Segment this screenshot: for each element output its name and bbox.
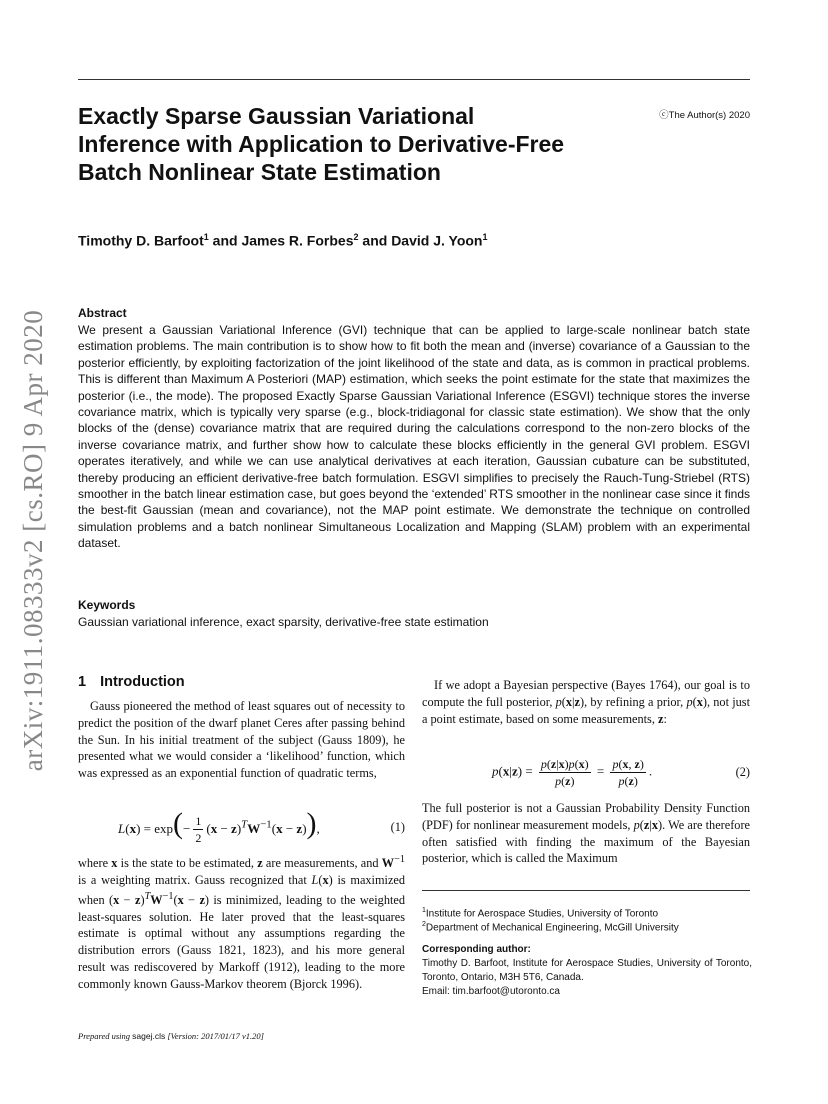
author-name: David J. Yoon — [391, 232, 483, 249]
intro-paragraph-2: where x is the state to be estimated, z are measurements, and $W^{-1}$ is a weighting matrix. Gauss recognized that L(x) is maximized when $(x - z)^TW^{-1}(x - z)$ is minimized, leading to the weighted least-squares solution. He later proved that the least-squares estimate is optimal without any assumptions regarding the distribution errors (Gauss 1821, 1823), and his more general result was rediscovered by Markoff (1912), leading to the more commonly known Gauss-Markov theorem (Bjorck 1996). — [78, 854, 406, 991]
section-number: 1 — [78, 674, 87, 690]
text-run: are measurements, and — [262, 856, 382, 871]
section-title: Introduction — [100, 674, 185, 690]
intro-paragraph-1: Gauss pioneered the method of least squares out of necessity to predict the position of the dwarf planet Ceres after passing behind the Sun. In his initial treatment of the subject (Gauss 1809), he presented what we would consider a ‘likelihood’ function, which was expressed as an exponential function of quadratic terms, — [78, 699, 405, 781]
keywords-heading: Keywords — [78, 598, 136, 612]
affiliation-footnote-2 — [422, 918, 752, 935]
affiliation-mark: 1 — [203, 232, 209, 242]
text-run: where — [78, 856, 112, 871]
equation-1-number: (1) — [390, 819, 405, 834]
equation-2-body: p(x|z) = $\frac{p(z|x)p(x)}{p(z)}$ = $\frac{p(x, z)}{p(z)}$ . — [492, 756, 653, 788]
top-rule — [78, 79, 750, 80]
equation-1 — [118, 808, 405, 846]
author-name: Timothy D. Barfoot — [78, 232, 204, 249]
section-heading — [78, 674, 185, 690]
abstract-text: We present a Gaussian Variational Inference (GVI) technique that can be applied to large-scale nonlinear batch state estimation problems. The main contribution is to show how to fit both the mean and (inverse) covariance of a Gaussian to the posterior efficiently, by exploiting factorization of the joint likelihood of the state and data, as is common in practical problems. This is different than Maximum A Posteriori (MAP) estimation, which seeks the point estimate for the state that maximizes the posterior (i.e., the mode). The proposed Exactly Sparse Gaussian Variational Inference (ESGVI) technique stores the inverse covariance matrix, which is typically very sparse (e.g., block-tridiagonal for classic state estimation). We show that the only blocks of the (dense) covariance matrix that are required during the calculations correspond to the non-zero blocks of the inverse covariance matrix, and further show how to calculate these blocks efficiently in the general GVI problem. ESGVI operates iteratively, and while we can use analytical derivatives at each iteration, Gaussian cubature can be substituted, thereby producing an efficient derivative-free batch formulation. ESGVI simplifies to precisely the Rauch-Tung-Striebel (RTS) smoother in the batch linear estimation case, but goes beyond the ‘extended’ RTS smoother in the nonlinear case since it finds the best-fit Gaussian (mean and covariance), not the MAP point estimate. We demonstrate the technique on controlled simulation problems and a batch nonlinear Simultaneous Localization and Mapping (SLAM) problem with an experimental dataset. — [78, 323, 750, 551]
text-run: is minimized, leading to the weighted least-squares solution. He later proved that the least-squares estimate is optimal without any assumptions regarding the distribution errors (Gauss 1821, 1823), and his more general result was rediscovered by Markoff (1912), leading to the more commonly known Gauss-Markov theorem (Bjorck 1996). — [78, 892, 406, 991]
copyright-notice: ⓒThe Author(s) 2020 — [659, 110, 750, 121]
paper-title: Exactly Sparse Gaussian Variational Inference with Application to Derivative-Free Batch Nonlinear State Estimation — [78, 103, 565, 185]
author-list — [78, 232, 487, 249]
text-run: , by refining a prior, — [584, 694, 687, 709]
arxiv-stamp-text: arXiv:1911.08333v2 [cs.RO] 9 Apr 2020 — [18, 309, 49, 771]
text-run: . We are therefore often satisfied with finding the maximum of the Bayesian posterior, which is called the Maximum — [422, 817, 750, 866]
abstract-heading: Abstract — [78, 306, 127, 320]
author-name: James R. Forbes — [241, 232, 354, 249]
text-run: is a weighting matrix. Gauss recognized that — [78, 872, 312, 887]
corresponding-author-email[interactable]: Email: tim.barfoot@utoronto.ca — [422, 986, 560, 997]
text-run: is the state to be estimated, — [117, 856, 258, 871]
equation-2-number: (2) — [735, 764, 750, 779]
equation-1-body: L(x) = exp(− $\frac{1}{2}$ $(x - z)^TW^{-1}(x - z)$), — [118, 806, 320, 846]
author-separator: and — [358, 232, 392, 249]
prepared-using-footer — [78, 1031, 264, 1041]
equation-2 — [492, 752, 750, 792]
intro-paragraph-3: If we adopt a Bayesian perspective (Bayes 1764), our goal is to compute the full posterior, p(x|z), by refining a prior, p(x), not just a point estimate, based on some measurements, z: — [422, 678, 750, 726]
author-separator: and — [208, 232, 242, 249]
affiliation-text: Institute for Aerospace Studies, University of Toronto — [425, 908, 659, 920]
affiliation-mark: 2 — [422, 921, 426, 928]
text-run: The full posterior is not a Gaussian Probability Density Function (PDF) for nonlinear measurement models, — [422, 801, 750, 832]
corresponding-author — [422, 943, 752, 999]
footnote-rule — [422, 890, 750, 891]
intro-paragraph-4: The full posterior is not a Gaussian Probability Density Function (PDF) for nonlinear measurement models, p(z|x). We are therefore often satisfied with finding the maximum of the Bayesian posterior, which is called the Maximum — [422, 801, 750, 866]
affiliation-mark: 1 — [422, 907, 426, 914]
text-run: : — [663, 711, 667, 726]
footer-prefix: Prepared using — [78, 1031, 133, 1041]
affiliation-mark: 1 — [482, 232, 488, 242]
arxiv-stamp — [4, 300, 64, 780]
text-run: is maximized when — [78, 872, 406, 907]
corresponding-author-heading: Corresponding author: — [422, 944, 531, 955]
text-run: , not just a point estimate, based on some measurements, — [422, 694, 750, 726]
affiliation-text: Department of Mechanical Engineering, McGill University — [425, 922, 679, 934]
corresponding-author-address: Timothy D. Barfoot, Institute for Aerospace Studies, University of Toronto, Toronto, Ontario, M3H 5T6, Canada. — [422, 958, 752, 983]
keywords-text: Gaussian variational inference, exact sparsity, derivative-free state estimation — [78, 615, 489, 629]
affiliation-mark: 2 — [353, 232, 359, 242]
footer-version: [Version: 2017/01/17 v1.20] — [165, 1031, 264, 1041]
text-run: If we adopt a Bayesian perspective (Bayes 1764), our goal is to compute the full posterior, — [422, 678, 750, 709]
footer-class-file: sagej.cls — [132, 1031, 166, 1041]
